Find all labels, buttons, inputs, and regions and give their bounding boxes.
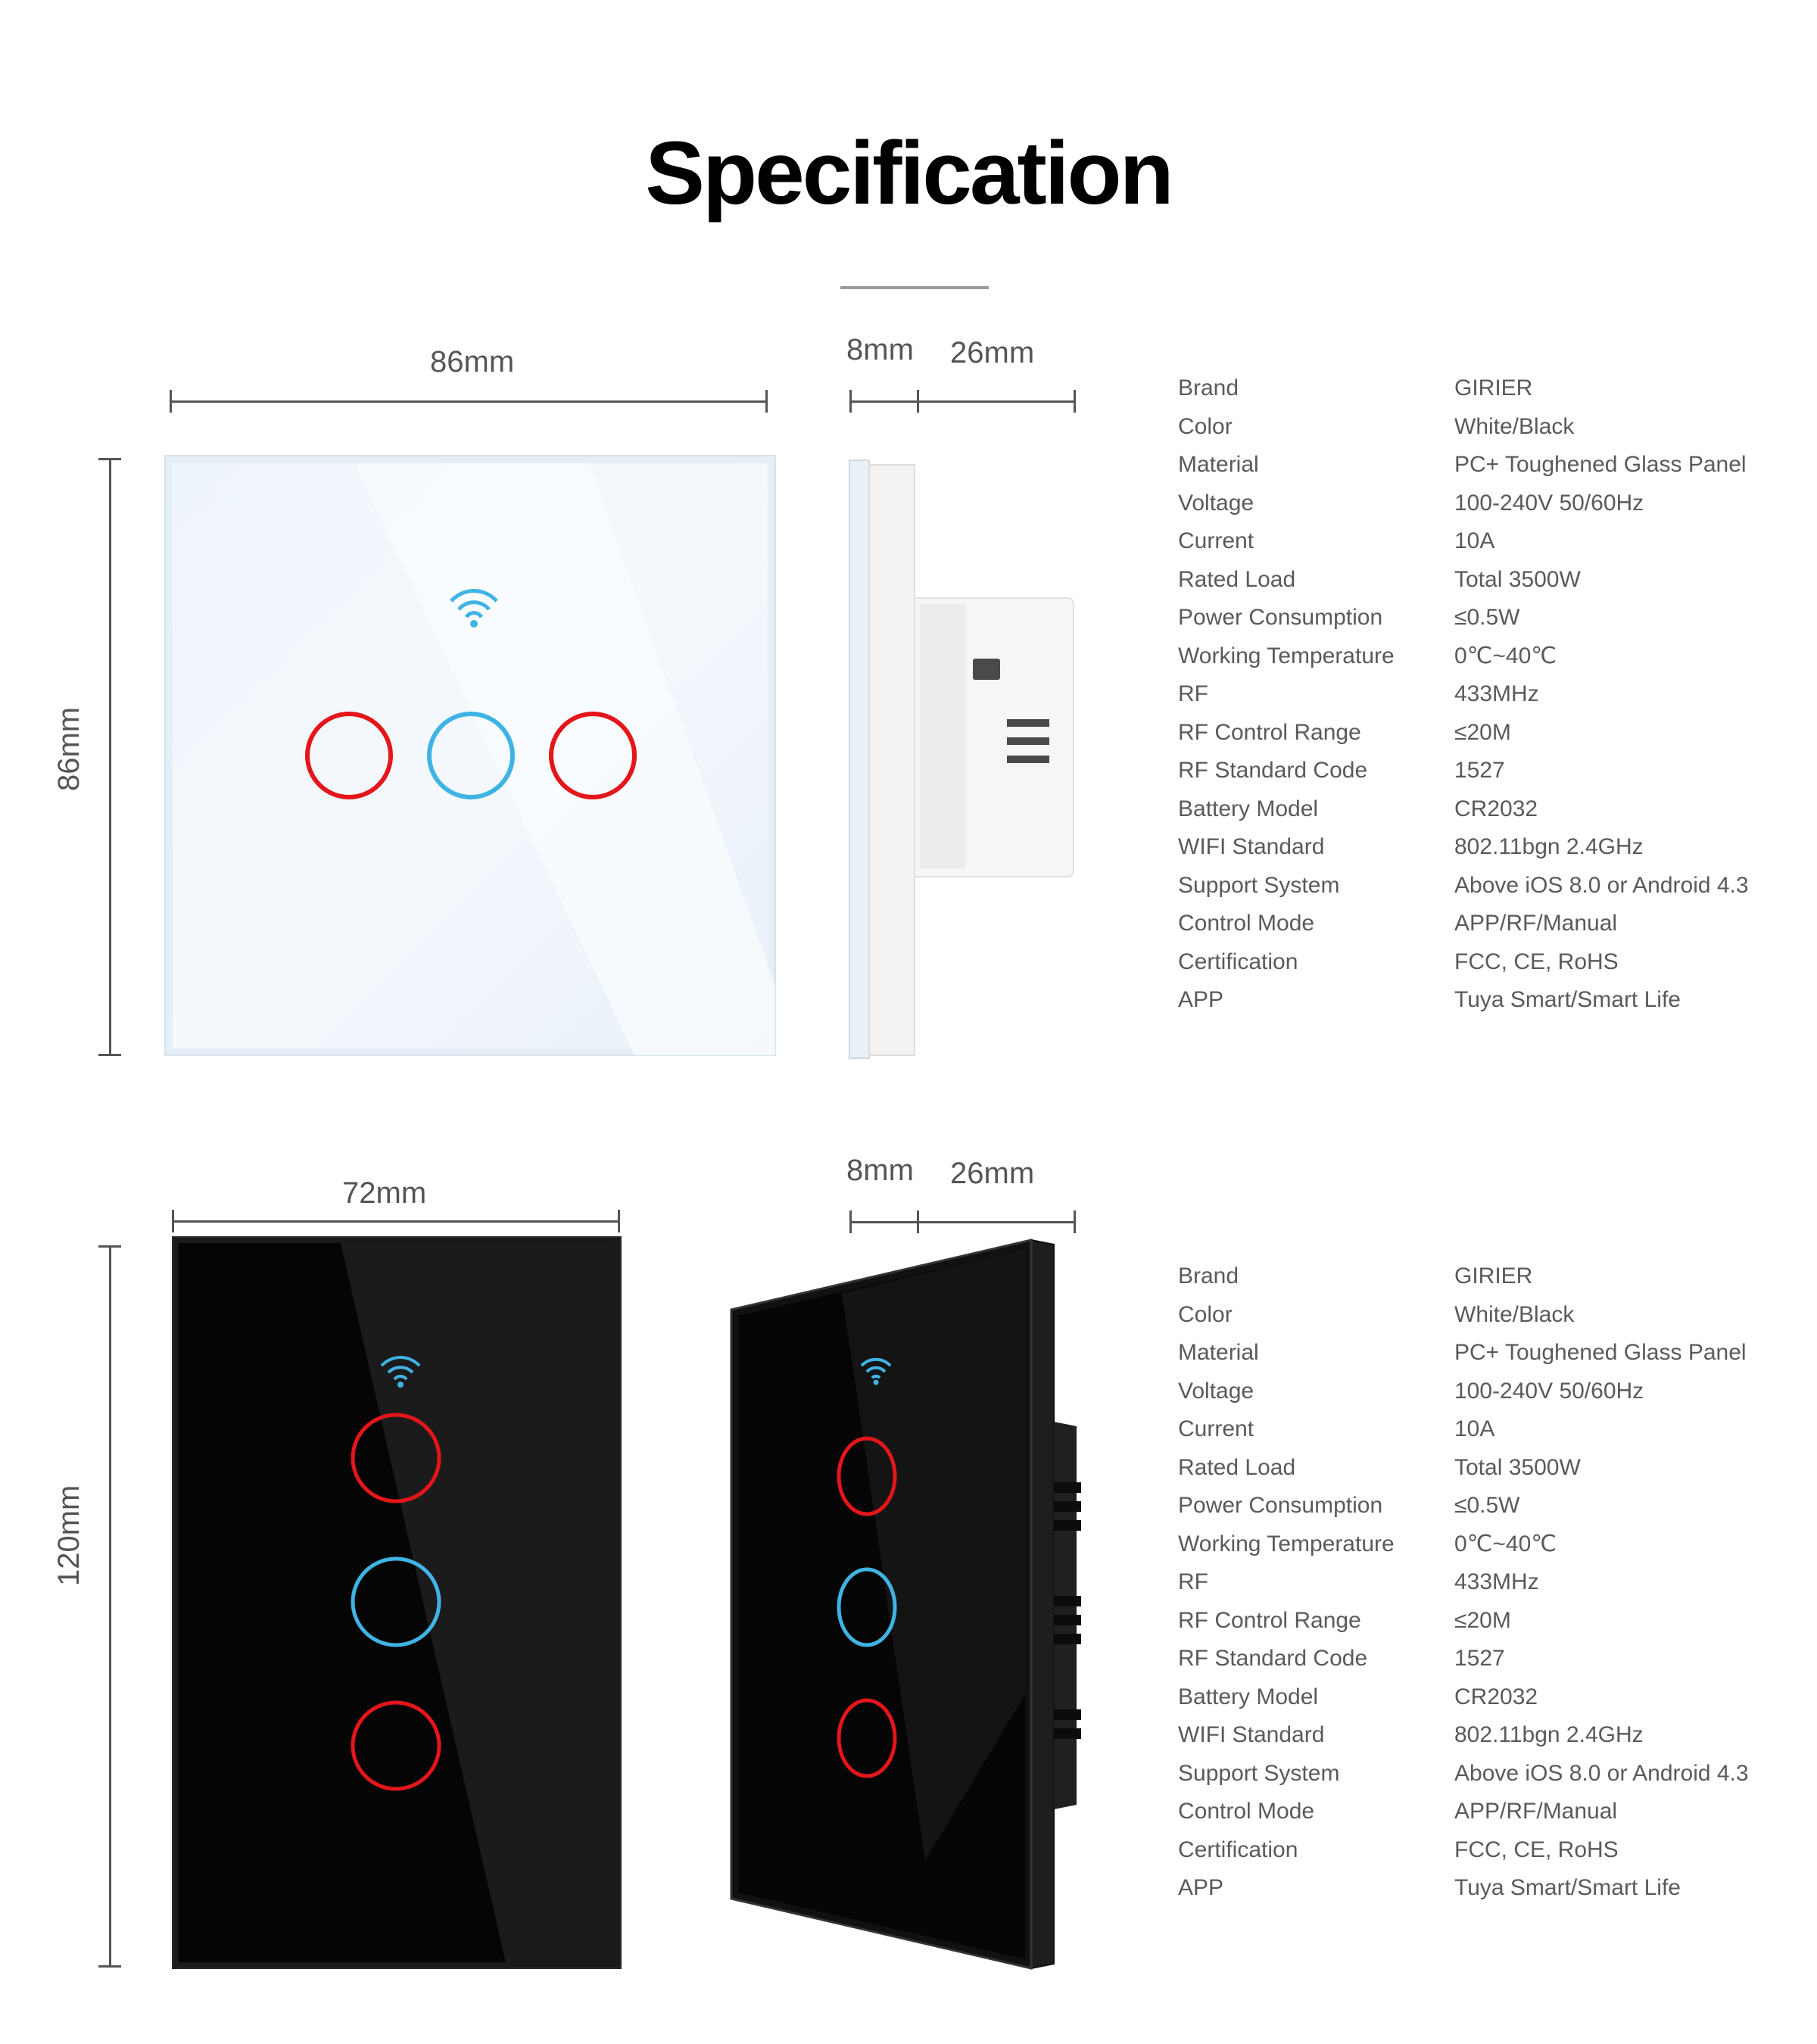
table-row: Voltage 100-240V 50/60Hz (1178, 1378, 1644, 1404)
black-depth-tick-left (849, 1211, 852, 1233)
table-row: Working Temperature 0℃~40℃ (1178, 643, 1557, 668)
white-depth-line (850, 400, 1076, 403)
white-height-tick-bottom (98, 1054, 121, 1056)
table-row: Voltage 100-240V 50/60Hz (1178, 490, 1644, 516)
white-depth-back-label: 26mm (950, 336, 1035, 369)
white-width-tick-left (170, 390, 172, 413)
white-width-line (170, 400, 767, 403)
white-depth-front-label: 8mm (846, 333, 914, 366)
white-height-line (109, 459, 111, 1055)
table-row: Battery Model CR2032 (1178, 796, 1538, 821)
table-row: APP Tuya Smart/Smart Life (1178, 1875, 1681, 1900)
black-width-tick-right (618, 1210, 620, 1232)
table-row: Control Mode APP/RF/Manual (1178, 1799, 1618, 1824)
black-depth-tick-mid (917, 1211, 919, 1233)
table-row: RF Control Range ≤20M (1178, 719, 1511, 745)
table-row: Color White/Black (1178, 1301, 1575, 1327)
table-row: Certification FCC, CE, RoHS (1178, 1837, 1619, 1862)
white-depth-tick-left (849, 390, 852, 413)
table-row: Power Consumption ≤0.5W (1178, 1493, 1520, 1518)
black-depth-line (850, 1221, 1076, 1223)
table-row: Battery Model CR2032 (1178, 1684, 1538, 1709)
table-row: Working Temperature 0℃~40℃ (1178, 1531, 1557, 1556)
white-depth-tick-mid (917, 390, 919, 413)
table-row: WIFI Standard 802.11bgn 2.4GHz (1178, 1722, 1644, 1747)
table-row: Support System Above iOS 8.0 or Android 4.3 (1178, 872, 1749, 898)
title-underline (840, 286, 989, 289)
spec-table-black (1178, 1257, 1749, 1908)
table-row: Brand GIRIER (1178, 375, 1533, 400)
white-switch-side (848, 460, 1075, 1058)
white-switch-front (165, 456, 775, 1055)
table-row: RF 433MHz (1178, 1569, 1539, 1594)
black-depth-tick-right (1074, 1211, 1076, 1233)
table-row: Certification FCC, CE, RoHS (1178, 949, 1619, 974)
black-height-label: 120mm (52, 1485, 86, 1586)
black-height-line (109, 1246, 111, 1967)
black-width-label: 72mm (342, 1176, 427, 1210)
table-row: Current 10A (1178, 528, 1495, 553)
white-height-label: 86mm (52, 706, 86, 791)
black-switch-front (173, 1237, 621, 1968)
black-width-line (173, 1220, 619, 1223)
table-row: Current 10A (1178, 1416, 1495, 1441)
table-row: APP Tuya Smart/Smart Life (1178, 987, 1681, 1012)
table-row: Material PC+ Toughened Glass Panel (1178, 452, 1747, 477)
table-row: RF Standard Code 1527 (1178, 758, 1505, 783)
table-row: Rated Load Total 3500W (1178, 566, 1581, 592)
table-row: Color White/Black (1178, 413, 1575, 439)
black-width-tick-left (172, 1210, 174, 1232)
black-height-tick-top (98, 1245, 121, 1248)
table-row: WIFI Standard 802.11bgn 2.4GHz (1178, 834, 1644, 859)
white-width-label: 86mm (430, 345, 515, 379)
page-title: Specification (645, 123, 1172, 223)
black-height-tick-bottom (98, 1965, 121, 1968)
table-row: Brand GIRIER (1178, 1263, 1533, 1288)
white-depth-tick-right (1074, 390, 1076, 413)
table-row: Power Consumption ≤0.5W (1178, 605, 1520, 630)
spec-table-white (1178, 369, 1749, 1020)
black-depth-back-label: 26mm (950, 1157, 1035, 1190)
black-depth-front-label: 8mm (846, 1154, 914, 1187)
table-row: Control Mode APP/RF/Manual (1178, 911, 1618, 936)
table-row: Rated Load Total 3500W (1178, 1454, 1581, 1480)
table-row: Material PC+ Toughened Glass Panel (1178, 1340, 1747, 1365)
white-width-tick-right (765, 390, 768, 413)
white-height-tick-top (98, 458, 121, 460)
table-row: Support System Above iOS 8.0 or Android 4.3 (1178, 1760, 1749, 1786)
table-row: RF Control Range ≤20M (1178, 1607, 1511, 1633)
table-row: RF Standard Code 1527 (1178, 1646, 1505, 1671)
black-switch-angled (728, 1240, 1084, 1974)
table-row: RF 433MHz (1178, 681, 1539, 706)
